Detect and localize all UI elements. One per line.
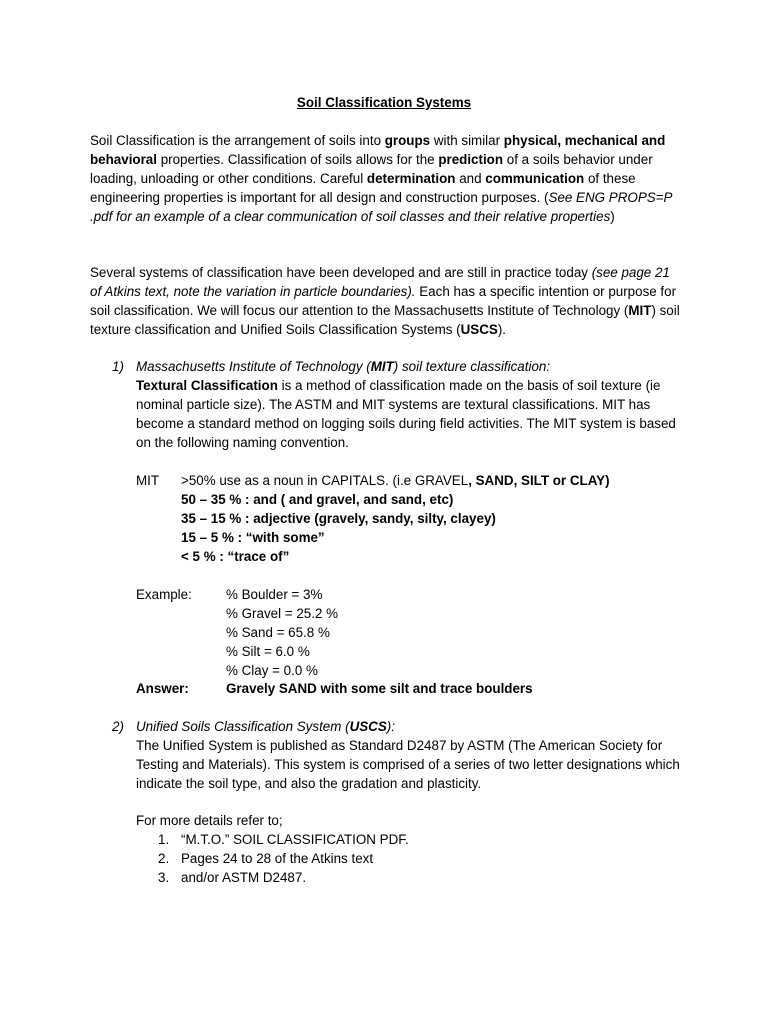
- systems-text: ) soil texture classification and Unified Soils Classification Systems (: [90, 302, 680, 337]
- systems-paragraph: [90, 264, 680, 340]
- reference-item: [136, 831, 409, 850]
- body-bold: Textural Classification: [136, 377, 278, 393]
- intro-text: Soil Classification is the arrangement of soils into: [90, 133, 385, 148]
- intro-text: and: [455, 170, 486, 186]
- answer-value: Gravely SAND with some silt and trace boulders: [226, 681, 533, 697]
- section-mit-heading: [112, 358, 692, 377]
- systems-bold: USCS: [460, 321, 498, 337]
- intro-bold: groups: [384, 133, 431, 148]
- systems-text: Each has a specific intention or purpose for soil classification. We will focus our attention to the Massachusetts Institute of Technology (: [90, 283, 677, 318]
- section-number: 2): [112, 719, 124, 734]
- intro-italic: See ENG PROPS=P .pdf for an example of a clear communication of soil classes and their relative properties: [90, 189, 672, 224]
- section-uscs-body: The Unified System is published as Standard D2487 by ASTM (The American Society for Testing and Materials). This system is comprised of a series of two letter designations which indicate the soil type, and also the gradation and plasticity.: [136, 737, 680, 791]
- heading-bold: USCS: [349, 719, 387, 734]
- references-intro: [136, 812, 283, 831]
- mit-rule: 15 – 5 % : “with some”: [181, 529, 325, 545]
- intro-text: of a soils behavior under loading, unloading or other conditions. Careful: [90, 151, 653, 186]
- reference-number: 2.: [158, 850, 170, 866]
- section-mit-body: [112, 377, 692, 453]
- example-label: Example:: [136, 587, 192, 602]
- intro-text: with similar: [430, 133, 504, 148]
- systems-bold: MIT: [628, 302, 652, 318]
- intro-text: of these engineering properties is important for all design and construction purposes. (: [90, 170, 636, 205]
- example-value: % Sand = 65.8 %: [226, 624, 330, 640]
- heading-text: Massachusetts Institute of Technology (: [136, 359, 371, 374]
- mit-rule: [181, 472, 610, 491]
- mit-rule: 35 – 15 % : adjective (gravely, sandy, silty, clayey): [181, 510, 496, 526]
- intro-bold: determination: [366, 170, 456, 186]
- heading-text: Unified Soils Classification System (: [136, 719, 350, 734]
- intro-bold: physical, mechanical and behavioral: [90, 133, 666, 167]
- reference-item: [136, 869, 307, 888]
- answer-label: Answer:: [136, 681, 189, 697]
- heading-text: ) soil texture classification:: [393, 359, 551, 374]
- mit-rule: 50 – 35 % : and ( and gravel, and sand, etc): [181, 491, 454, 507]
- reference-text: and/or ASTM D2487.: [181, 869, 307, 885]
- mit-rule-text: >50% use as a noun in CAPITALS. (i.e GRAVEL: [181, 473, 469, 488]
- example-value: % Clay = 0.0 %: [226, 662, 318, 678]
- section-mit: [112, 358, 692, 453]
- section-uscs-heading: [112, 718, 692, 737]
- page-title: Soil Classification Systems: [296, 95, 472, 110]
- intro-paragraph: [90, 132, 680, 227]
- mit-rule-bold: , SAND, SILT or CLAY): [468, 473, 610, 488]
- intro-bold: prediction: [438, 151, 504, 167]
- heading-text: ):: [386, 719, 395, 734]
- mit-label: MIT: [136, 473, 160, 488]
- intro-text: ): [610, 208, 615, 224]
- references-intro-text: For more details refer to;: [136, 813, 283, 828]
- references-block: [136, 812, 409, 888]
- intro-bold: communication: [485, 170, 585, 186]
- reference-number: 1.: [158, 831, 170, 847]
- reference-text: Pages 24 to 28 of the Atkins text: [181, 850, 374, 866]
- systems-italic: (see page 21 of Atkins text, note the variation in particle boundaries).: [90, 265, 670, 299]
- reference-text: “M.T.O.” SOIL CLASSIFICATION PDF.: [181, 831, 409, 847]
- mit-rule: < 5 % : “trace of”: [181, 548, 290, 564]
- example-value: % Gravel = 25.2 %: [226, 605, 339, 621]
- systems-text: Several systems of classification have been developed and are still in practice today: [90, 265, 592, 280]
- section-uscs: [112, 718, 692, 794]
- body-text: is a method of classification made on the basis of soil texture (ie nominal particle size). The ASTM and MIT systems are textural classifications. MIT has become a standard method on logging soils during field activities. The MIT system is based on the following naming convention.: [136, 377, 676, 450]
- example-value: % Silt = 6.0 %: [226, 643, 310, 659]
- systems-text: ).: [497, 321, 507, 337]
- section-number: 1): [112, 359, 124, 374]
- reference-number: 3.: [158, 869, 170, 885]
- intro-text: properties. Classification of soils allows for the: [156, 151, 439, 167]
- heading-bold: MIT: [370, 359, 394, 374]
- example-value: % Boulder = 3%: [226, 587, 323, 602]
- reference-item: [136, 850, 374, 869]
